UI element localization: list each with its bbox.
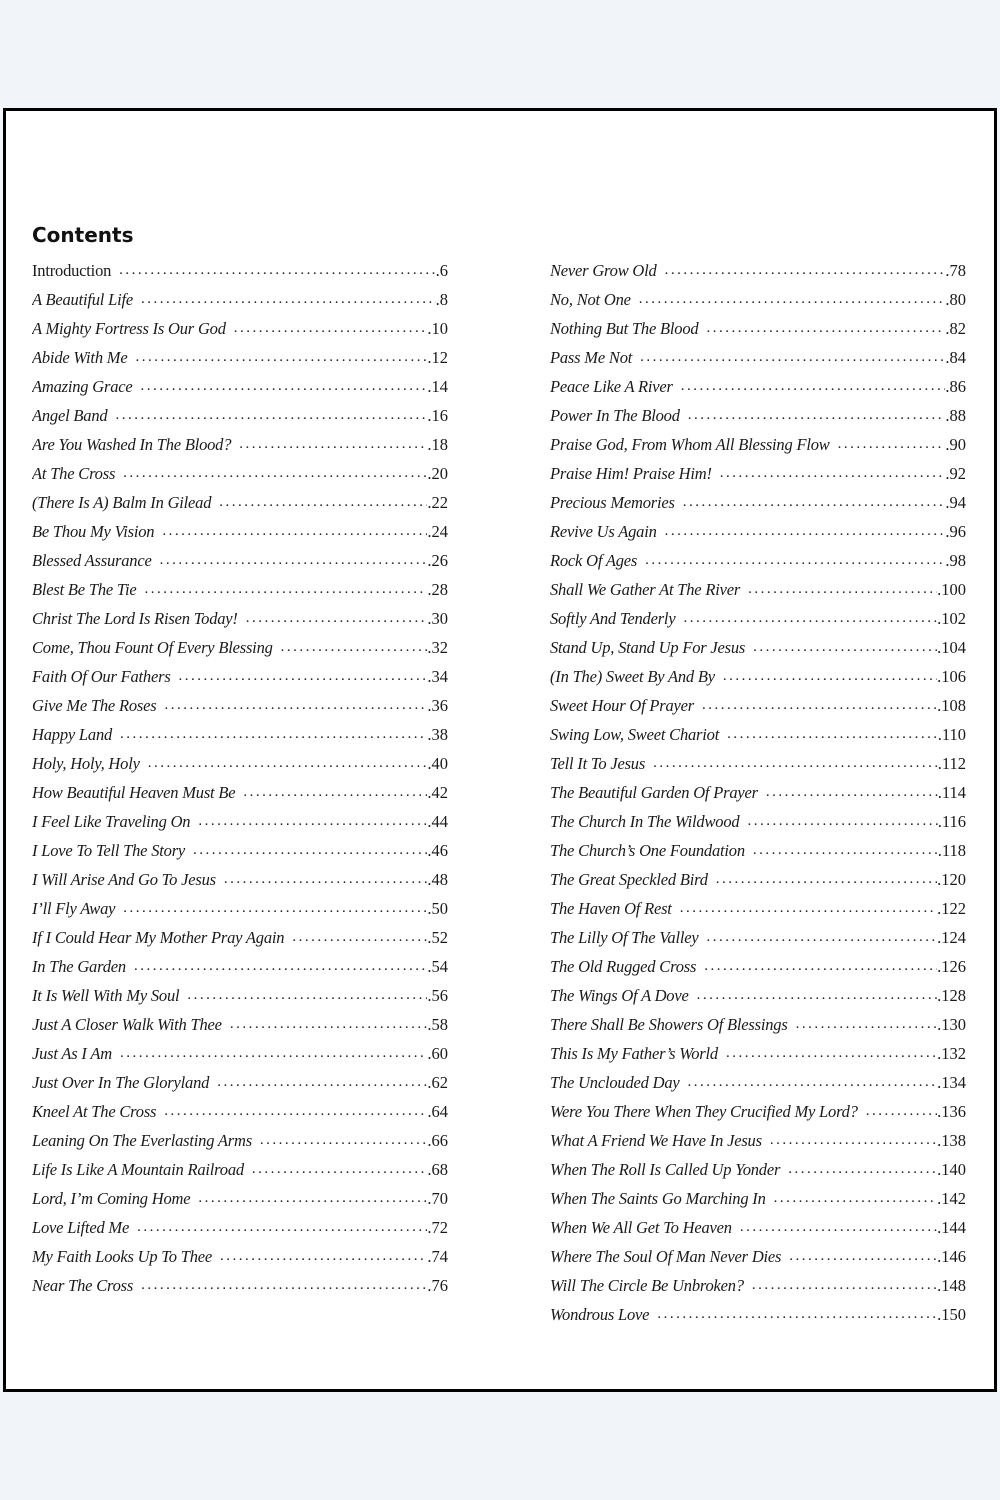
dot-leader <box>222 1016 428 1033</box>
dot-leader <box>675 494 946 511</box>
entry-title: Revive Us Again <box>550 521 657 541</box>
entry-title: Christ The Lord Is Risen Today! <box>32 608 238 628</box>
contents-entry <box>550 894 966 923</box>
entry-page-number: .72 <box>427 1217 448 1237</box>
entry-page-number: .32 <box>427 637 448 657</box>
dot-leader <box>226 320 428 337</box>
dot-leader <box>115 465 427 482</box>
dot-leader <box>231 436 427 453</box>
dot-leader <box>830 436 946 453</box>
dot-leader <box>719 726 938 743</box>
contents-entry <box>550 1300 966 1329</box>
dot-leader <box>154 523 427 540</box>
entry-page-number: .16 <box>427 405 448 425</box>
contents-entry <box>550 1155 966 1184</box>
entry-title: What A Friend We Have In Jesus <box>550 1130 762 1150</box>
entry-title: The Great Speckled Bird <box>550 869 708 889</box>
contents-entry <box>550 865 966 894</box>
entry-title: Were You There When They Crucified My Lord? <box>550 1101 858 1121</box>
contents-entry <box>32 372 448 401</box>
contents-entry <box>32 1184 448 1213</box>
contents-entry <box>32 1126 448 1155</box>
entry-page-number: .68 <box>427 1159 448 1179</box>
entry-title: The Church’s One Foundation <box>550 840 745 860</box>
entry-title: There Shall Be Showers Of Blessings <box>550 1014 788 1034</box>
entry-page-number: .6 <box>435 260 448 280</box>
entry-page-number: .136 <box>937 1101 966 1121</box>
contents-entry <box>32 488 448 517</box>
entry-page-number: .40 <box>427 753 448 773</box>
entry-title: Are You Washed In The Blood? <box>32 434 232 454</box>
entry-page-number: .122 <box>937 898 966 918</box>
contents-entry <box>550 1097 966 1126</box>
dot-leader <box>781 1248 937 1265</box>
entry-page-number: .106 <box>937 666 966 686</box>
contents-entry <box>32 459 448 488</box>
contents-entry <box>550 546 966 575</box>
entry-page-number: .74 <box>427 1246 448 1266</box>
entry-page-number: .64 <box>427 1101 448 1121</box>
entry-title: Come, Thou Fount Of Every Blessing <box>32 637 273 657</box>
contents-entry <box>32 1213 448 1242</box>
entry-title: I’ll Fly Away <box>32 898 116 918</box>
entry-title: Where The Soul Of Man Never Dies <box>550 1246 782 1266</box>
dot-leader <box>238 610 428 627</box>
entry-title: Rock Of Ages <box>550 550 638 570</box>
entry-title: Near The Cross <box>32 1275 134 1295</box>
entry-title: The Wings Of A Dove <box>550 985 689 1005</box>
entry-page-number: .146 <box>937 1246 966 1266</box>
dot-leader <box>156 1103 427 1120</box>
contents-entry <box>32 1039 448 1068</box>
entry-page-number: .58 <box>427 1014 448 1034</box>
entry-title: Life Is Like A Mountain Railroad <box>32 1159 244 1179</box>
entry-page-number: .98 <box>945 550 966 570</box>
contents-entry <box>550 691 966 720</box>
dot-leader <box>190 813 427 830</box>
entry-page-number: .120 <box>937 869 966 889</box>
entry-page-number: .80 <box>945 289 966 309</box>
entry-title: (In The) Sweet By And By <box>550 666 715 686</box>
entry-page-number: .142 <box>937 1188 966 1208</box>
entry-title: Leaning On The Everlasting Arms <box>32 1130 252 1150</box>
dot-leader <box>111 262 435 279</box>
entry-page-number: .82 <box>945 318 966 338</box>
entry-title: Pass Me Not <box>550 347 633 367</box>
entry-title: Precious Memories <box>550 492 675 512</box>
dot-leader <box>156 697 427 714</box>
entry-title: At The Cross <box>32 463 116 483</box>
entry-page-number: .112 <box>937 753 966 773</box>
contents-entry <box>32 1271 448 1300</box>
dot-leader <box>680 1074 938 1091</box>
entry-title: Give Me The Roses <box>32 695 157 715</box>
dot-leader <box>649 1306 937 1323</box>
contents-entry <box>550 807 966 836</box>
entry-title: The Lilly Of The Valley <box>550 927 699 947</box>
entry-title: A Beautiful Life <box>32 289 133 309</box>
entry-page-number: .128 <box>937 985 966 1005</box>
entry-title: I Feel Like Traveling On <box>32 811 191 831</box>
dot-leader <box>672 900 937 917</box>
entry-page-number: .50 <box>427 898 448 918</box>
contents-entry <box>550 981 966 1010</box>
entry-title: When The Roll Is Called Up Yonder <box>550 1159 781 1179</box>
entry-title: Praise Him! Praise Him! <box>550 463 712 483</box>
entry-title: I Love To Tell The Story <box>32 840 186 860</box>
dot-leader <box>211 494 427 511</box>
contents-entry <box>32 778 448 807</box>
entry-page-number: .44 <box>427 811 448 831</box>
entry-page-number: .70 <box>427 1188 448 1208</box>
entry-title: When We All Get To Heaven <box>550 1217 732 1237</box>
entry-page-number: .88 <box>945 405 966 425</box>
entry-title: Swing Low, Sweet Chariot <box>550 724 720 744</box>
entry-title: The Unclouded Day <box>550 1072 680 1092</box>
entry-title: Be Thou My Vision <box>32 521 155 541</box>
entry-title: Love Lifted Me <box>32 1217 130 1237</box>
contents-entry <box>550 778 966 807</box>
entry-page-number: .46 <box>427 840 448 860</box>
contents-entry <box>550 1068 966 1097</box>
entry-title: The Beautiful Garden Of Prayer <box>550 782 758 802</box>
entry-page-number: .84 <box>945 347 966 367</box>
dot-leader <box>235 784 427 801</box>
entry-page-number: .66 <box>427 1130 448 1150</box>
dot-leader <box>744 1277 937 1294</box>
dot-leader <box>112 1045 427 1062</box>
entry-title: The Church In The Wildwood <box>550 811 740 831</box>
entry-page-number: .86 <box>945 376 966 396</box>
entry-page-number: .62 <box>427 1072 448 1092</box>
entry-page-number: .102 <box>937 608 966 628</box>
entry-page-number: .48 <box>427 869 448 889</box>
entry-title: I Will Arise And Go To Jesus <box>32 869 216 889</box>
dot-leader <box>284 929 427 946</box>
contents-entry <box>32 981 448 1010</box>
entry-page-number: .126 <box>937 956 966 976</box>
entry-title: If I Could Hear My Mother Pray Again <box>32 927 285 947</box>
contents-entry <box>32 836 448 865</box>
dot-leader <box>209 1074 427 1091</box>
entry-title: Tell It To Jesus <box>550 753 646 773</box>
entry-page-number: .124 <box>937 927 966 947</box>
entry-title: Wondrous Love <box>550 1304 650 1324</box>
dot-leader <box>152 552 428 569</box>
dot-leader <box>645 755 938 772</box>
contents-entry <box>550 430 966 459</box>
entry-page-number: .132 <box>937 1043 966 1063</box>
dot-leader <box>780 1161 937 1178</box>
contents-entry <box>32 343 448 372</box>
contents-entry <box>32 1097 448 1126</box>
entry-title: Happy Land <box>32 724 113 744</box>
contents-entry <box>32 517 448 546</box>
dot-leader <box>115 900 427 917</box>
contents-entry <box>32 952 448 981</box>
contents-entry <box>550 952 966 981</box>
contents-entry <box>550 1010 966 1039</box>
dot-leader <box>740 581 937 598</box>
dot-leader <box>127 349 427 366</box>
entry-page-number: .76 <box>427 1275 448 1295</box>
entry-page-number: .114 <box>937 782 966 802</box>
entry-page-number: .148 <box>937 1275 966 1295</box>
entry-page-number: .36 <box>427 695 448 715</box>
contents-entry <box>32 894 448 923</box>
contents-entry <box>550 285 966 314</box>
contents-entry <box>32 1155 448 1184</box>
entry-page-number: .30 <box>427 608 448 628</box>
entry-title: Stand Up, Stand Up For Jesus <box>550 637 746 657</box>
entry-title: No, Not One <box>550 289 631 309</box>
entry-title: Kneel At The Cross <box>32 1101 157 1121</box>
dot-leader <box>133 1277 427 1294</box>
dot-leader <box>273 639 428 656</box>
entry-page-number: .130 <box>937 1014 966 1034</box>
entry-title: This Is My Father’s World <box>550 1043 718 1063</box>
entry-page-number: .100 <box>937 579 966 599</box>
contents-entry <box>550 343 966 372</box>
contents-entry <box>32 1010 448 1039</box>
dot-leader <box>179 987 427 1004</box>
entry-title: Just A Closer Walk With Thee <box>32 1014 222 1034</box>
dot-leader <box>140 755 428 772</box>
dot-leader <box>657 523 946 540</box>
dot-leader <box>680 407 946 424</box>
entry-title: Lord, I’m Coming Home <box>32 1188 191 1208</box>
entry-page-number: .108 <box>937 695 966 715</box>
contents-entry <box>550 662 966 691</box>
entry-page-number: .92 <box>945 463 966 483</box>
dot-leader <box>216 871 428 888</box>
contents-entry <box>550 836 966 865</box>
entry-page-number: .144 <box>937 1217 966 1237</box>
entry-page-number: .134 <box>937 1072 966 1092</box>
contents-entry <box>32 749 448 778</box>
dot-leader <box>112 726 427 743</box>
dot-leader <box>637 552 945 569</box>
contents-entry <box>550 314 966 343</box>
contents-entry <box>550 720 966 749</box>
contents-entry <box>32 430 448 459</box>
entry-title: The Haven Of Rest <box>550 898 672 918</box>
entry-page-number: .56 <box>427 985 448 1005</box>
entry-page-number: .10 <box>427 318 448 338</box>
entry-page-number: .26 <box>427 550 448 570</box>
dot-leader <box>137 581 428 598</box>
contents-entry <box>550 633 966 662</box>
entry-page-number: .94 <box>945 492 966 512</box>
entry-title: It Is Well With My Soul <box>32 985 180 1005</box>
entry-page-number: .18 <box>427 434 448 454</box>
entry-title: Abide With Me <box>32 347 128 367</box>
entry-page-number: .110 <box>937 724 966 744</box>
dot-leader <box>107 407 427 424</box>
entry-title: My Faith Looks Up To Thee <box>32 1246 213 1266</box>
entry-page-number: .12 <box>427 347 448 367</box>
entry-title: How Beautiful Heaven Must Be <box>32 782 236 802</box>
dot-leader <box>632 349 945 366</box>
entry-page-number: .96 <box>945 521 966 541</box>
entry-title: Never Grow Old <box>550 260 657 280</box>
dot-leader <box>185 842 427 859</box>
contents-entry <box>32 865 448 894</box>
contents-entry <box>550 459 966 488</box>
dot-leader <box>718 1045 937 1062</box>
dot-leader <box>732 1219 937 1236</box>
contents-entry <box>32 691 448 720</box>
entry-title: In The Garden <box>32 956 126 976</box>
entry-title: Peace Like A River <box>550 376 673 396</box>
page-title: Contents <box>32 223 134 247</box>
entry-page-number: .116 <box>937 811 966 831</box>
contents-column-left <box>32 256 448 1300</box>
entry-title: Blessed Assurance <box>32 550 152 570</box>
contents-entry <box>550 923 966 952</box>
dot-leader <box>244 1161 427 1178</box>
contents-entry <box>32 546 448 575</box>
contents-entry <box>550 256 966 285</box>
entry-page-number: .8 <box>435 289 448 309</box>
entry-title: Holy, Holy, Holy <box>32 753 140 773</box>
entry-page-number: .104 <box>937 637 966 657</box>
dot-leader <box>673 378 946 395</box>
contents-page <box>3 108 997 1392</box>
dot-leader <box>708 871 937 888</box>
contents-entry <box>32 401 448 430</box>
contents-entry <box>550 1242 966 1271</box>
contents-entry <box>550 517 966 546</box>
dot-leader <box>739 813 937 830</box>
contents-entry <box>32 256 448 285</box>
entry-page-number: .34 <box>427 666 448 686</box>
dot-leader <box>190 1190 427 1207</box>
dot-leader <box>745 842 938 859</box>
entry-title: Softly And Tenderly <box>550 608 676 628</box>
dot-leader <box>252 1132 427 1149</box>
entry-page-number: .54 <box>427 956 448 976</box>
entry-page-number: .140 <box>937 1159 966 1179</box>
contents-entry <box>550 1039 966 1068</box>
contents-entry <box>32 314 448 343</box>
dot-leader <box>788 1016 938 1033</box>
entry-title: Angel Band <box>32 405 108 425</box>
contents-entry <box>550 575 966 604</box>
entry-page-number: .38 <box>427 724 448 744</box>
entry-page-number: .28 <box>427 579 448 599</box>
entry-title: A Mighty Fortress Is Our God <box>32 318 226 338</box>
entry-page-number: .150 <box>937 1304 966 1324</box>
contents-entry <box>32 604 448 633</box>
dot-leader <box>129 1219 427 1236</box>
entry-page-number: .118 <box>937 840 966 860</box>
contents-entry <box>32 720 448 749</box>
contents-entry <box>32 1242 448 1271</box>
entry-title: Blest Be The Tie <box>32 579 137 599</box>
dot-leader <box>694 697 937 714</box>
contents-entry <box>32 807 448 836</box>
contents-entry <box>550 1271 966 1300</box>
dot-leader <box>126 958 427 975</box>
dot-leader <box>212 1248 427 1265</box>
entry-title: Shall We Gather At The River <box>550 579 741 599</box>
contents-entry <box>550 604 966 633</box>
dot-leader <box>698 929 937 946</box>
dot-leader <box>762 1132 937 1149</box>
contents-entry <box>32 285 448 314</box>
contents-entry <box>32 923 448 952</box>
dot-leader <box>171 668 428 685</box>
entry-page-number: .14 <box>427 376 448 396</box>
contents-entry <box>32 575 448 604</box>
entry-title: Amazing Grace <box>32 376 133 396</box>
entry-page-number: .138 <box>937 1130 966 1150</box>
contents-entry <box>32 1068 448 1097</box>
entry-page-number: .60 <box>427 1043 448 1063</box>
contents-entry <box>550 1126 966 1155</box>
contents-entry <box>550 1213 966 1242</box>
contents-entry <box>32 633 448 662</box>
dot-leader <box>715 668 937 685</box>
entry-page-number: .78 <box>945 260 966 280</box>
entry-title: Power In The Blood <box>550 405 680 425</box>
contents-entry <box>550 1184 966 1213</box>
dot-leader <box>675 610 937 627</box>
contents-entry <box>550 488 966 517</box>
entry-title: (There Is A) Balm In Gilead <box>32 492 212 512</box>
entry-title: The Old Rugged Cross <box>550 956 697 976</box>
contents-entry <box>550 749 966 778</box>
entry-title: Nothing But The Blood <box>550 318 699 338</box>
entry-title: Just As I Am <box>32 1043 112 1063</box>
dot-leader <box>657 262 946 279</box>
entry-page-number: .42 <box>427 782 448 802</box>
entry-page-number: .90 <box>945 434 966 454</box>
contents-column-right <box>550 256 966 1329</box>
dot-leader <box>758 784 938 801</box>
entry-title: Introduction <box>32 260 112 280</box>
dot-leader <box>696 958 937 975</box>
entry-title: Just Over In The Gloryland <box>32 1072 210 1092</box>
entry-title: Will The Circle Be Unbroken? <box>550 1275 744 1295</box>
entry-title: When The Saints Go Marching In <box>550 1188 766 1208</box>
dot-leader <box>745 639 937 656</box>
entry-title: Sweet Hour Of Prayer <box>550 695 695 715</box>
dot-leader <box>712 465 946 482</box>
entry-title: Faith Of Our Fathers <box>32 666 171 686</box>
entry-title: Praise God, From Whom All Blessing Flow <box>550 434 830 454</box>
dot-leader <box>766 1190 937 1207</box>
dot-leader <box>133 291 436 308</box>
entry-page-number: .24 <box>427 521 448 541</box>
entry-page-number: .22 <box>427 492 448 512</box>
dot-leader <box>133 378 428 395</box>
entry-page-number: .20 <box>427 463 448 483</box>
dot-leader <box>698 320 945 337</box>
entry-page-number: .52 <box>427 927 448 947</box>
dot-leader <box>689 987 938 1004</box>
dot-leader <box>858 1103 937 1120</box>
contents-entry <box>32 662 448 691</box>
contents-entry <box>550 401 966 430</box>
dot-leader <box>631 291 946 308</box>
contents-entry <box>550 372 966 401</box>
